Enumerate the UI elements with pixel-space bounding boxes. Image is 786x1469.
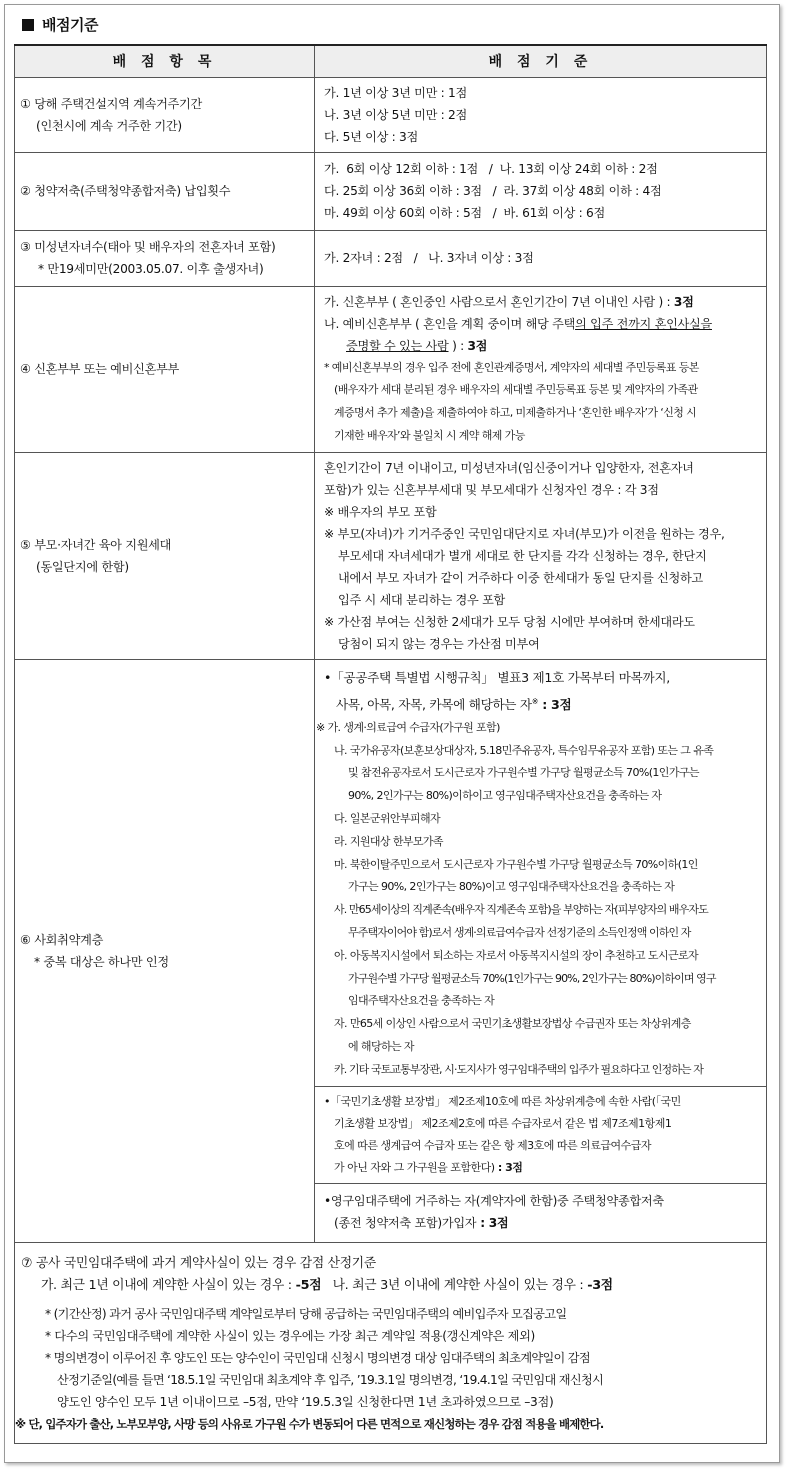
row1-criteria: 가. 1년 이상 3년 미만 : 1점 나. 3년 이상 5년 미만 : 2점 다. 5년 이상 : 3점: [315, 77, 767, 152]
row6-third-paragraph: •영구임대주택에 거주하는 자(계약자에 한함)중 주택청약종합저축 (종전 청약저축 포함)가입자 : 3점: [324, 1193, 664, 1230]
table-row: [15, 659, 767, 1242]
header-item: 배 점 항 목: [15, 45, 315, 77]
row4-item: ④ 신혼부부 또는 예비신혼부부: [15, 286, 315, 452]
row2-item: ② 청약저축(주택청약종합저축) 납입횟수: [15, 152, 315, 230]
table-row: [15, 1242, 767, 1443]
row1-item: ① 당해 주택건설지역 계속거주기간 (인천시에 계속 거주한 기간): [15, 77, 315, 152]
row6-criteria: •「공공주택 특별법 시행규칙」 별표3 제1호 가목부터 마목까지, 사목, 아목, 자목, 카목에 해당하는 자※ : 3점 ※ 가. 생계·의료급여 수급자(가구원 포함) 나. 국가유공자(보훈보상대상자, 5.18민주유공자, 특수임무유공자 포함) 또는 그 유족 및 참전유공자로서 도시근로자 가구원수별 가구당 월평균소득 70%(1인가구는 90%, 2인가구는 80%)이하이고 영구임대주택자산요건을 충족하는 자 다. 일본군위안부피해자 라. 지원대상 한부모가족 마. 북한이탈주민으로서 도시근로자 가구원수별 가구당 월평균소득 70%이하(1인 가구는 90%, 2인가구는 80%)이고 영구임대주택자산요건을 충족하는 자 사. 만65세이상의 직계존속(배우자 직계존속 포함)을 부양하는 자(피부양자의 배우자도 무주택자이어야 함)로서 생계·의료급여수급자 선정기준의 소득인정액 이하인 자 아. 아동복지시설에서 퇴소하는 자로서 아동복지시설의 장이 추천하고 도시근로자 가구원수별 가구당 월평균소득 70%(1인가구는 90%, 2인가구는 80%)이하이며 영구 임대주택자산요건을 충족하는 자 자. 만65세 이상인 사람으로서 국민기초생활보장법상 수급권자 또는 차상위계층 에 해당하는 자 카. 기타 국토교통부장관, 시·도지사가 영구임대주택의 입주가 필요하다고 인정하는 자 •「국민기초생활 보장법」 제2조제10호에 따른 차상위계층에 속한 사람(「국민 기초생활 보장법」 제2조제2호에 따른 수급자로서 같은 법 제7조제1항제1 호에 따른 생계급여 수급자 또는 같은 항 제3호에 따른 의료급여수급자 가 아닌 자와 그 가구원을 포함한다) : 3점 •영구임대주택에 거주하는 자(계약자에 한함)중 주택청약종합저축 (종전 청약저축 포함)가입자 : 3점: [315, 659, 767, 1242]
row3-item: ③ 미성년자녀수(태아 및 배우자의 전혼자녀 포함) * 만19세미만(2003.05.07. 이후 출생자녀): [15, 230, 315, 286]
table-row: [15, 286, 767, 452]
row4-option-b: 나. 예비신혼부부 ( 혼인을 계획 중이며 해당 주택의 입주 전까지 혼인사실을: [324, 316, 712, 331]
table-header: [15, 45, 767, 77]
row6-second-paragraph: •「국민기초생활 보장법」 제2조제10호에 따른 차상위계층에 속한 사람(「국민 기초생활 보장법」 제2조제2호에 따른 수급자로서 같은 법 제7조제1항제1 호에 따른 생계급여 수급자 또는 같은 항 제3호에 따른 의료급여수급자 가 아닌 자와 그 가구원을 포함한다) : 3점: [324, 1094, 681, 1174]
table-row: [15, 77, 767, 152]
header-criteria: 배 점 기 준: [315, 45, 767, 77]
table-row: [15, 452, 767, 659]
row5-criteria: 혼인기간이 7년 이내이고, 미성년자녀(임신중이거나 입양한자, 전혼자녀 포함)가 있는 신혼부부세대 및 부모세대가 신청자인 경우 : 각 3점 ※ 배우자의 부모 포함 ※ 부모(자녀)가 기거주중인 국민임대단지로 자녀(부모)가 이전을 원하는 경우, 부모세대 자녀세대가 별개 세대로 한 단지를 각각 신청하는 경우, 한단지 내에서 부모 자녀가 같이 거주하다 이중 한세대가 동일 단지를 신청하고 입주 시 세대 분리하는 경우 포함 ※ 가산점 부여는 신청한 2세대가 모두 당첨 시에만 부여하며 한세대라도 당첨이 되지 않는 경우는 가산점 미부여: [315, 452, 767, 659]
row3-criteria: 가. 2자녀 : 2점 / 나. 3자녀 이상 : 3점: [315, 230, 767, 286]
score-criteria-table: [14, 44, 767, 1444]
row4-note: * 예비신혼부부의 경우 입주 전에 혼인관계증명서, 계약자의 세대별 주민등록표 등본 (배우자가 세대 분리된 경우 배우자의 세대별 주민등록표 등본 및 계약자의 가족관 계증명서 추가 제출)을 제출하여야 하고, 미제출하거나 ‘혼인한 배우자’가 ‘신청 시 기재한 배우자’와 불일치 시 계약 해제 가능: [324, 360, 699, 442]
section-title-text: 배점기준: [42, 16, 98, 34]
row6-eligible-list: ※ 가. 생계·의료급여 수급자(가구원 포함) 나. 국가유공자(보훈보상대상자, 5.18민주유공자, 특수임무유공자 포함) 또는 그 유족 및 참전유공자로서 도시근로자 가구원수별 가구당 월평균소득 70%(1인가구는 90%, 2인가구는 80%)이하이고 영구임대주택자산요건을 충족하는 자 다. 일본군위안부피해자 라. 지원대상 한부모가족 마. 북한이탈주민으로서 도시근로자 가구원수별 가구당 월평균소득 70%이하(1인 가구는 90%, 2인가구는 80%)이고 영구임대주택자산요건을 충족하는 자 사. 만65세이상의 직계존속(배우자 직계존속 포함)을 부양하는 자(피부양자의 배우자도 무주택자이어야 함)로서 생계·의료급여수급자 선정기준의 소득인정액 이하인 자 아. 아동복지시설에서 퇴소하는 자로서 아동복지시설의 장이 추천하고 도시근로자 가구원수별 가구당 월평균소득 70%(1인가구는 90%, 2인가구는 80%)이하이며 영구 임대주택자산요건을 충족하는 자 자. 만65세 이상인 사람으로서 국민기초생활보장법상 수급권자 또는 차상위계층 에 해당하는 자 카. 기타 국토교통부장관, 시·도지사가 영구임대주택의 입주가 필요하다고 인정하는 자: [316, 720, 716, 1076]
table-row: [15, 152, 767, 230]
row2-criteria: 가. 6회 이상 12회 이하 : 1점 / 나. 13회 이상 24회 이하 : 2점 다. 25회 이상 36회 이하 : 3점 / 라. 37회 이상 48회 이하 : 4점 마. 49회 이상 60회 이하 : 5점 / 바. 61회 이상 : 6점: [315, 152, 767, 230]
row5-item: ⑤ 부모·자녀간 육아 지원세대 (동일단지에 한함): [15, 452, 315, 659]
square-bullet-icon: [22, 19, 34, 31]
row4-criteria: 가. 신혼부부 ( 혼인중인 사람으로서 혼인기간이 7년 이내인 사람 ) : 3점 나. 예비신혼부부 ( 혼인을 계획 중이며 해당 주택의 입주 전까지 혼인사실을 증명할 수 있는 사람 ) : 3점 * 예비신혼부부의 경우 입주 전에 혼인관계증명서, 계약자의 세대별 주민등록표 등본 (배우자가 세대 분리된 경우 배우자의 세대별 주민등록표 등본 및 계약자의 가족관 계증명서 추가 제출)을 제출하여야 하고, 미제출하거나 ‘혼인한 배우자’가 ‘신청 시 기재한 배우자’와 불일치 시 계약 해제 가능: [315, 286, 767, 452]
row7-penalty: ⑦ 공사 국민임대주택에 과거 계약사실이 있는 경우 감점 산정기준 가. 최근 1년 이내에 계약한 사실이 있는 경우 : -5점 나. 최근 3년 이내에 계약한 사실이 있는 경우 : -3점 * (기간산정) 과거 공사 국민임대주택 계약일로부터 당해 공급하는 국민임대주택의 예비입주자 모집공고일 * 다수의 국민임대주택에 계약한 사실이 있는 경우에는 가장 최근 계약일 적용(갱신계약은 제외) * 명의변경이 이루어진 후 양도인 또는 양수인이 국민임대 신청시 명의변경 대상 임대주택의 최초계약일이 감점 산정기준일(예를 들면 ‘18.5.1일 국민임대 최초계약 후 입주, ’19.3.1일 명의변경, ‘19.4.1일 국민임대 재신청시 양도인 양수인 모두 1년 이내이므로 –5점, 만약 ‘19.5.3일 신청한다면 1년 초과하였으므로 –3점) ※ 단, 입주자가 출산, 노부모부양, 사망 등의 사유로 가구원 수가 변동되어 다른 면적으로 재신청하는 경우 감점 적용을 배제한다.: [15, 1242, 767, 1443]
row6-item: ⑥ 사회취약계층 * 중복 대상은 하나만 인정: [15, 659, 315, 1242]
table-row: [15, 230, 767, 286]
row4-option-a: 가. 신혼부부 ( 혼인중인 사람으로서 혼인기간이 7년 이내인 사람 ) : 3점: [324, 294, 694, 309]
section-title: [22, 14, 98, 35]
